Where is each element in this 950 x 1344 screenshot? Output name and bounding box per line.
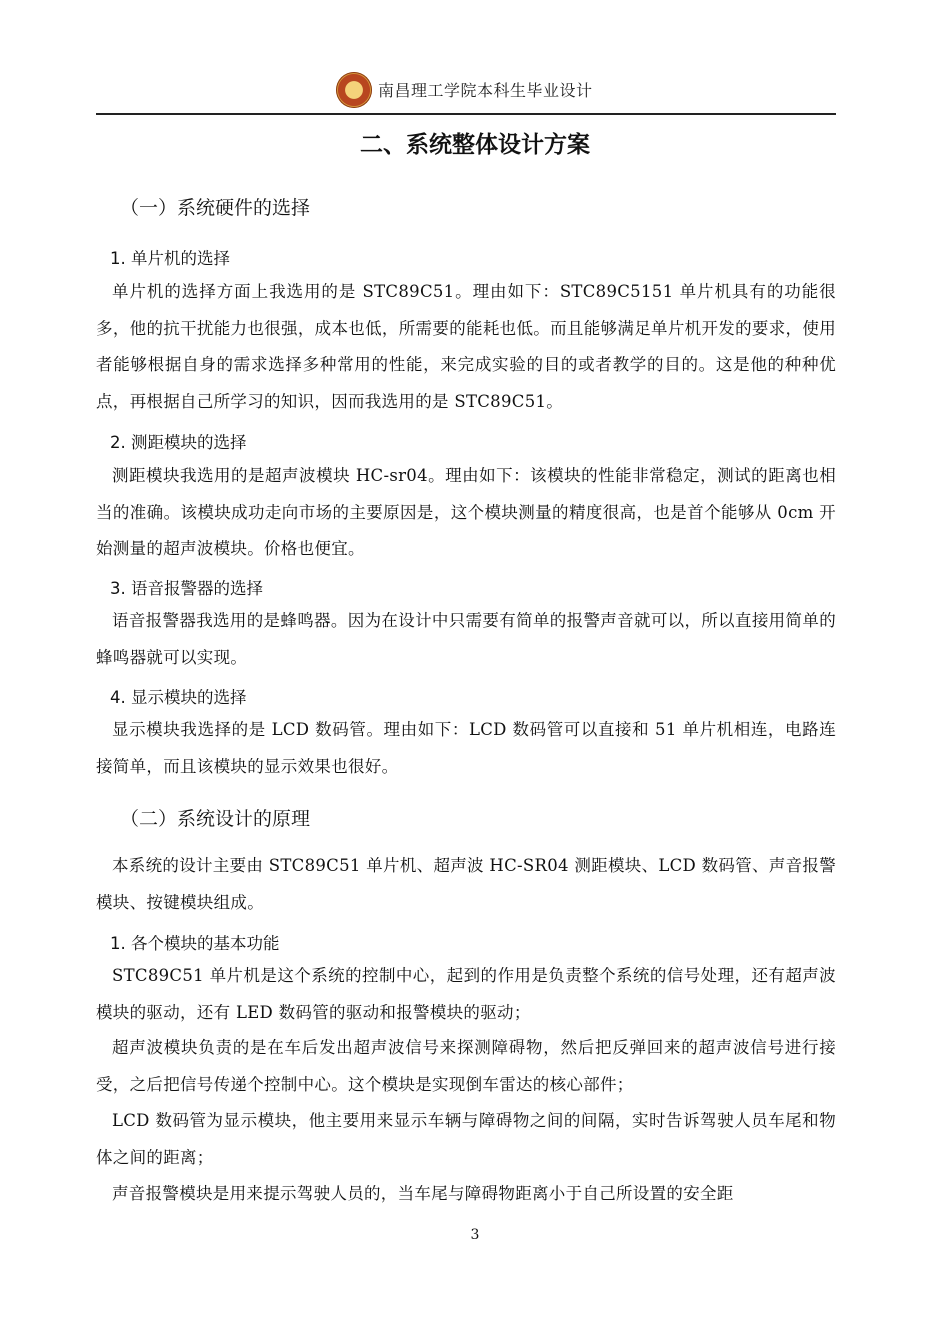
subsection-heading-alarm: 3. 语音报警器的选择 — [110, 579, 263, 598]
paragraph-mcu-function: STC89C51 单片机是这个系统的控制中心，起到的作用是负责整个系统的信号处理，还有超声波模块的驱动，还有 LED 数码管的驱动和报警模块的驱动； — [96, 966, 836, 1022]
header-title: 南昌理工学院本科生毕业设计 — [378, 81, 593, 100]
section-heading-principle: （二）系统设计的原理 — [120, 808, 311, 830]
paragraph-principle-intro: 本系统的设计主要由 STC89C51 单片机、超声波 HC-SR04 测距模块、LCD 数码管、声音报警模块、按键模块组成。 — [96, 856, 836, 912]
paragraph-alarm: 语音报警器我选用的是蜂鸣器。因为在设计中只需要有简单的报警声音就可以，所以直接用简单的蜂鸣器就可以实现。 — [96, 611, 836, 667]
subsection-heading-module-functions: 1. 各个模块的基本功能 — [110, 934, 280, 953]
paragraph-mcu: 单片机的选择方面上我选用的是 STC89C51。理由如下：STC89C5151 单片机具有的功能很多，他的抗干扰能力也很强，成本也低，所需要的能耗也低。而且能够满足单片机开发的要求，使用者能够根据自身的需求选择多种常用的性能，来完成实验的目的或者教学的目的。这是他的种种优点，再根据自己所学习的知识，因而我选用的是 STC89C51。 — [96, 282, 836, 412]
paragraph-ultrasonic-function: 超声波模块负责的是在车后发出超声波信号来探测障碍物，然后把反弹回来的超声波信号进行接受，之后把信号传递个控制中心。这个模块是实现倒车雷达的核心部件； — [96, 1038, 836, 1094]
paragraph-lcd-function: LCD 数码管为显示模块，他主要用来显示车辆与障碍物之间的间隔，实时告诉驾驶人员车尾和物体之间的距离； — [96, 1111, 836, 1167]
subsection-heading-ranging: 2. 测距模块的选择 — [110, 433, 247, 452]
page-header — [96, 66, 836, 114]
section-heading-hardware: （一）系统硬件的选择 — [120, 197, 311, 219]
subsection-heading-mcu: 1. 单片机的选择 — [110, 249, 230, 268]
university-logo — [336, 72, 372, 108]
paragraph-display: 显示模块我选择的是 LCD 数码管。理由如下：LCD 数码管可以直接和 51 单片机相连，电路连接简单，而且该模块的显示效果也很好。 — [96, 720, 836, 776]
chapter-title: 二、系统整体设计方案 — [360, 132, 590, 158]
paragraph-sound-alarm-function: 声音报警模块是用来提示驾驶人员的，当车尾与障碍物距离小于自己所设置的安全距 — [112, 1184, 734, 1203]
subsection-heading-display: 4. 显示模块的选择 — [110, 688, 247, 707]
paragraph-ranging: 测距模块我选用的是超声波模块 HC-sr04。理由如下：该模块的性能非常稳定，测试的距离也相当的准确。该模块成功走向市场的主要原因是，这个模块测量的精度很高，也是首个能够从 0cm 开始测量的超声波模块。价格也便宜。 — [96, 466, 836, 559]
header-divider — [96, 113, 836, 115]
page-number: 3 — [470, 1227, 480, 1243]
